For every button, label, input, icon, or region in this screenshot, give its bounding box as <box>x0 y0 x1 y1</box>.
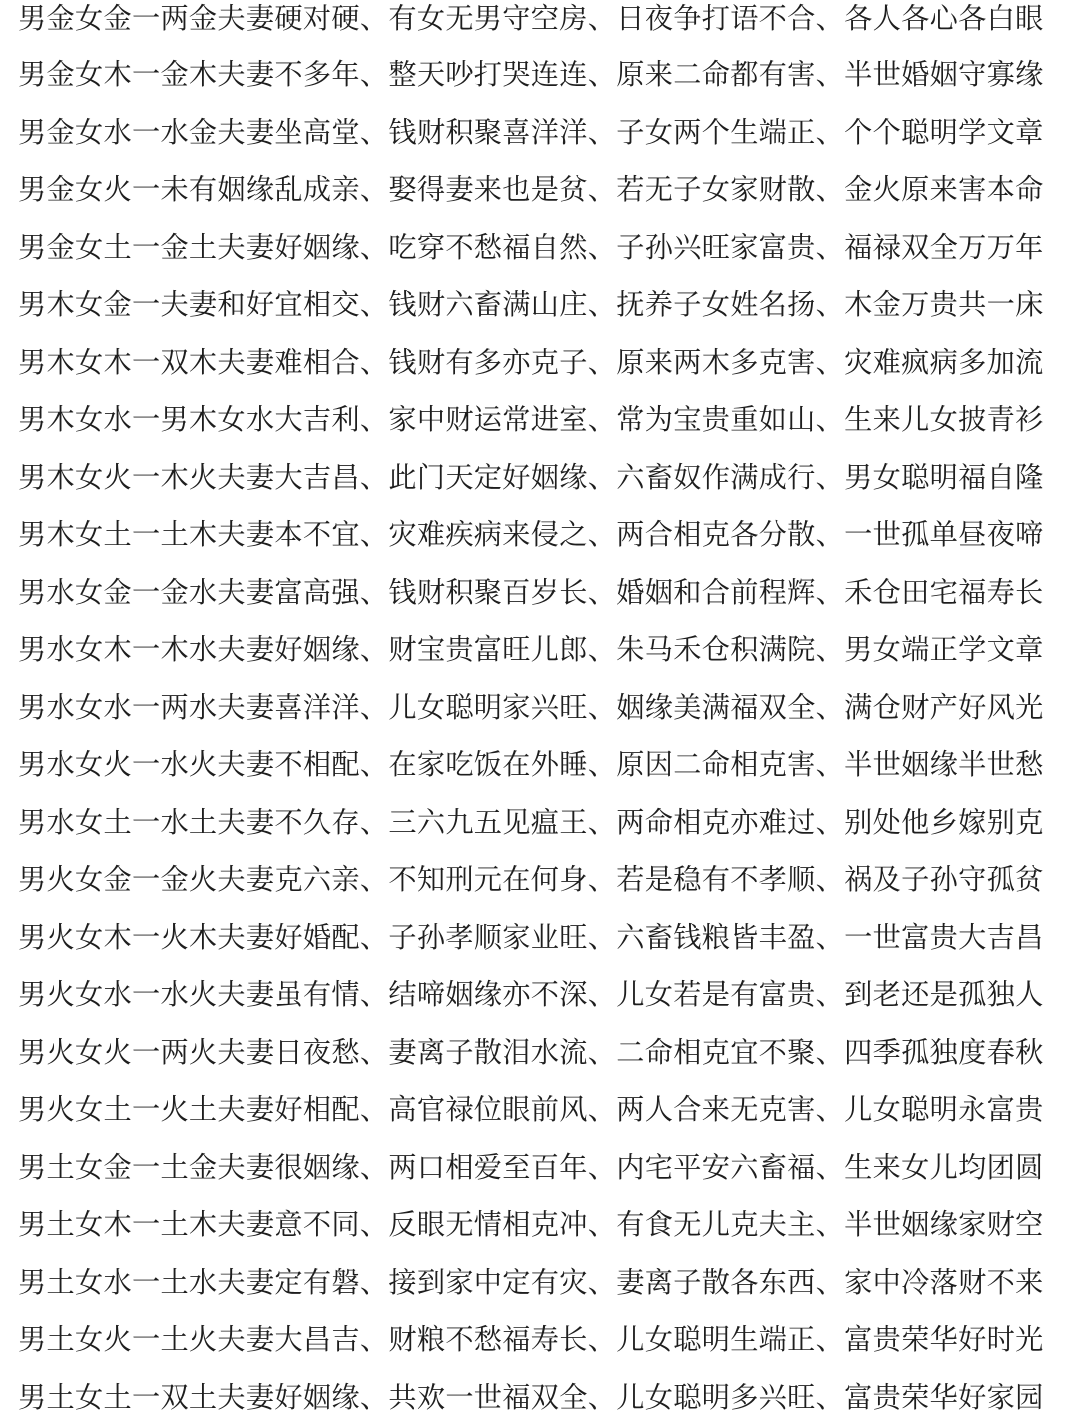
verse-line: 男火女土一火土夫妻好相配、高官禄位眼前风、两人合来无克害、儿女聪明永富贵 <box>18 1093 1044 1126</box>
verse-line: 男金女火一未有姻缘乱成亲、娶得妻来也是贫、若无子女家财散、金火原来害本命 <box>18 173 1044 206</box>
verse-line: 男土女土一双土夫妻好姻缘、共欢一世福双全、儿女聪明多兴旺、富贵荣华好家园 <box>18 1380 1044 1414</box>
verse-line: 男土女金一土金夫妻很姻缘、两口相爱至百年、内宅平安六畜福、生来女儿均团圆 <box>18 1150 1044 1184</box>
verse-line: 男水女金一金水夫妻富高强、钱财积聚百岁长、婚姻和合前程辉、禾仓田宅福寿长 <box>18 575 1044 609</box>
verse-line: 男木女火一木火夫妻大吉昌、此门天定好姻缘、六畜奴作满成行、男女聪明福自隆 <box>18 460 1044 494</box>
verse-line: 男木女水一男木女水大吉利、家中财运常进室、常为宝贵重如山、生来儿女披青衫 <box>18 403 1044 436</box>
verse-line: 男金女金一两金夫妻硬对硬、有女无男守空房、日夜争打语不合、各人各心各白眼 <box>18 2 1044 35</box>
verse-line: 男木女土一土木夫妻本不宜、灾难疾病来侵之、两合相克各分散、一世孤单昼夜啼 <box>18 518 1044 551</box>
verse-line: 男水女火一水火夫妻不相配、在家吃饭在外睡、原因二命相克害、半世姻缘半世愁 <box>18 748 1044 781</box>
verse-line: 男木女木一双木夫妻难相合、钱财有多亦克子、原来两木多克害、灾难疯病多加流 <box>18 345 1044 379</box>
verse-line: 男火女金一金火夫妻克六亲、不知刑元在何身、若是稳有不孝顺、祸及子孙守孤贫 <box>18 863 1044 896</box>
verse-list <box>18 0 1068 1426</box>
verse-line: 男火女水一水火夫妻虽有情、结啼姻缘亦不深、儿女若是有富贵、到老还是孤独人 <box>18 978 1044 1011</box>
verse-line: 男金女木一金木夫妻不多年、整天吵打哭连连、原来二命都有害、半世婚姻守寡缘 <box>18 58 1044 91</box>
verse-line: 男火女木一火木夫妻好婚配、子孙孝顺家业旺、六畜钱粮皆丰盈、一世富贵大吉昌 <box>18 920 1044 954</box>
verse-line: 男土女火一土火夫妻大昌吉、财粮不愁福寿长、儿女聪明生端正、富贵荣华好时光 <box>18 1323 1044 1356</box>
verse-line: 男土女木一土木夫妻意不同、反眼无情相克冲、有食无儿克夫主、半世姻缘家财空 <box>18 1208 1044 1241</box>
verse-line: 男水女水一两水夫妻喜洋洋、儿女聪明家兴旺、姻缘美满福双全、满仓财产好风光 <box>18 690 1044 724</box>
verse-line: 男金女水一水金夫妻坐高堂、钱财积聚喜洋洋、子女两个生端正、个个聪明学文章 <box>18 115 1044 149</box>
verse-line: 男水女木一木水夫妻好姻缘、财宝贵富旺儿郎、朱马禾仓积满院、男女端正学文章 <box>18 633 1044 666</box>
verse-line: 男水女土一水土夫妻不久存、三六九五见瘟王、两命相克亦难过、别处他乡嫁别克 <box>18 805 1044 839</box>
verse-line: 男火女火一两火夫妻日夜愁、妻离子散泪水流、二命相克宜不聚、四季孤独度春秋 <box>18 1035 1044 1069</box>
verse-line: 男金女土一金土夫妻好姻缘、吃穿不愁福自然、子孙兴旺家富贵、福禄双全万万年 <box>18 230 1044 264</box>
verse-line: 男土女水一土水夫妻定有磐、接到家中定有灾、妻离子散各东西、家中冷落财不来 <box>18 1265 1044 1299</box>
verse-line: 男木女金一夫妻和好宜相交、钱财六畜满山庄、抚养子女姓名扬、木金万贵共一床 <box>18 288 1044 321</box>
